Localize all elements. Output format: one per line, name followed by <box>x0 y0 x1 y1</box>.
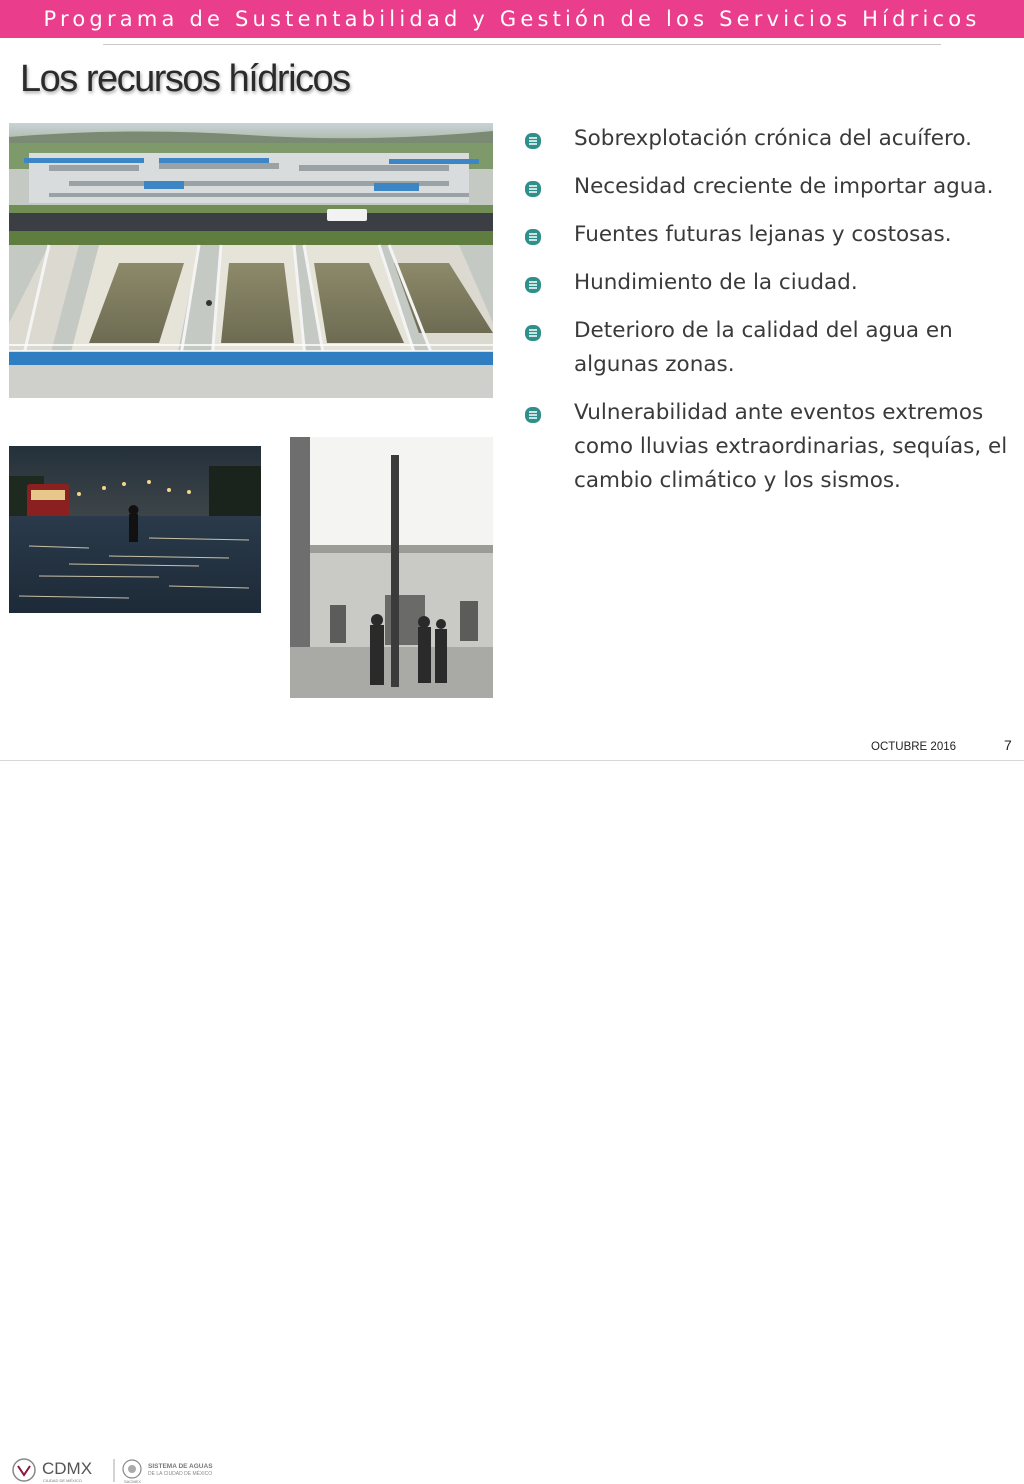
bullet-text: Necesidad creciente de importar agua. <box>574 174 994 199</box>
list-item <box>522 122 1022 156</box>
cdmx-emblem-icon <box>524 276 542 294</box>
svg-text:CIUDAD DE MÉXICO: CIUDAD DE MÉXICO <box>43 1478 82 1483</box>
historic-subsidence-photo <box>290 437 493 698</box>
cdmx-emblem-icon <box>524 228 542 246</box>
page-number: 7 <box>1004 737 1012 753</box>
bullet-text: Vulnerabilidad ante eventos extremos como lluvias extraordinarias, sequías, el cambio climático y los sismos. <box>574 400 1008 493</box>
bullet-text: Deterioro de la calidad del agua en algunas zonas. <box>574 318 953 377</box>
cdmx-emblem-icon <box>524 324 542 342</box>
list-item <box>522 266 1022 300</box>
bullet-text: Sobrexplotación crónica del acuífero. <box>574 126 973 151</box>
flooded-street-photo <box>9 446 261 613</box>
cdmx-emblem-icon <box>524 180 542 198</box>
footer-logos <box>10 1456 240 1484</box>
list-item <box>522 218 1022 252</box>
svg-text:SACMEX: SACMEX <box>124 1479 141 1484</box>
svg-text:DE LA CIUDAD DE MÉXICO: DE LA CIUDAD DE MÉXICO <box>148 1471 213 1477</box>
header-divider <box>103 44 941 45</box>
treatment-plant-photo <box>9 123 493 398</box>
bullet-text: Hundimiento de la ciudad. <box>574 270 858 295</box>
header-banner: Programa de Sustentabilidad y Gestión de los Servicios Hídricos <box>0 0 1024 38</box>
bullet-list <box>522 122 1022 512</box>
list-item <box>522 314 1022 382</box>
list-item <box>522 396 1022 498</box>
cdmx-shield-icon <box>13 1459 35 1481</box>
slide-title: Los recursos hídricos <box>20 58 350 100</box>
footer-date: OCTUBRE 2016 <box>871 741 957 753</box>
cdmx-emblem-icon <box>524 132 542 150</box>
cdmx-emblem-icon <box>524 406 542 424</box>
bullet-text: Fuentes futuras lejanas y costosas. <box>574 222 952 247</box>
list-item <box>522 170 1022 204</box>
svg-text:SISTEMA DE AGUAS: SISTEMA DE AGUAS <box>148 1463 213 1470</box>
footer-divider <box>0 760 1024 761</box>
cdmx-logo: CDMX <box>42 1459 93 1478</box>
